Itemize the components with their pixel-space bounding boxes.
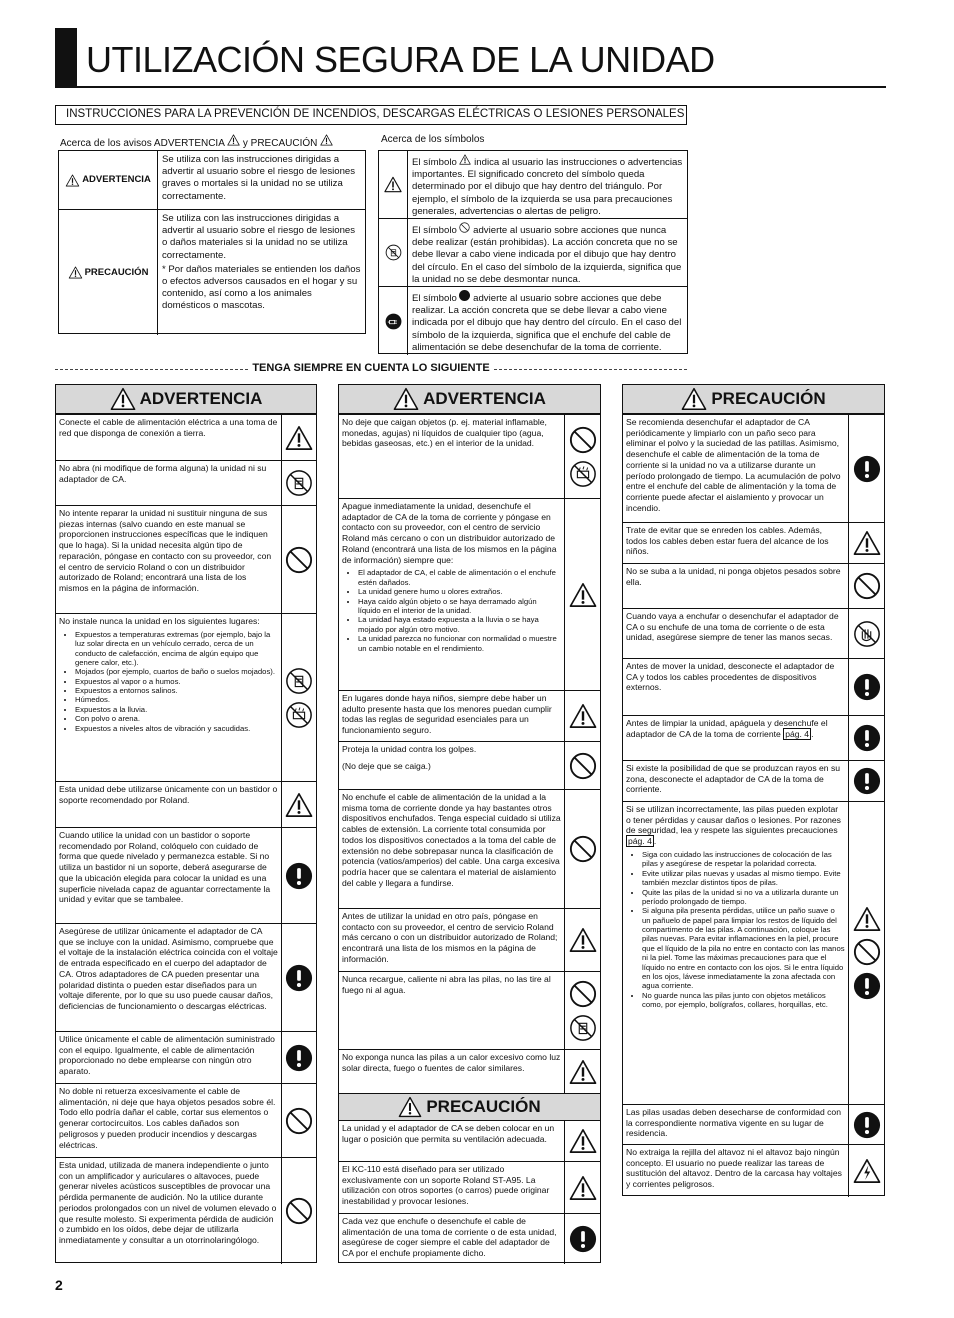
page-number: 2 [55, 1277, 63, 1293]
list-item: Trate de evitar que se enreden los cables. Además, todos los cables deben estar fuera del alcance de los niños. [623, 522, 884, 563]
list-item: Las pilas usadas deben desecharse de conformidad con la correspondiente normativa vigente en su lugar de residencia. [623, 1104, 884, 1144]
list-item: Utilice únicamente el cable de alimentación suministrado con el equipo. Igualmente, el cable de alimentación proporcionado no debe emplearse con ningún otro aparato. [56, 1031, 316, 1083]
list-item: Conecte el cable de alimentación eléctrica a una toma de red que disponga de conexión a tierra. [56, 414, 316, 460]
warning-column-1 [55, 384, 317, 1263]
warning-triangle-icon [569, 703, 597, 729]
mandatory-icon [853, 972, 881, 1000]
list-item: Cuando utilice la unidad con un bastidor o soporte recomendado por Roland, colóquelo con cuidado de forma que quede nivelado y permanezca estable. Si no utiliza un bastidor ni un soporte, deberá asegurarse de que la ubicación elegida para colocar la unidad es una superficie nivelada capaz de aguantar correctamente la unidad y evitar que se tambalee. [56, 827, 316, 923]
list-item: Nunca recargue, caliente ni abra las pilas, no las tire al fuego ni al agua. [339, 971, 600, 1049]
list-item: No abra (ni modifique de forma alguna) la unidad ni su adaptador de CA. [56, 460, 316, 505]
prohibited-icon [459, 222, 470, 233]
warning-triangle-icon [285, 425, 313, 451]
list-item: No se suba a la unidad, ni ponga objetos pesados sobre ella. [623, 563, 884, 608]
list-item: Esta unidad debe utilizarse únicamente con un bastidor o soporte recomendado por Roland. [56, 781, 316, 827]
electric-shock-icon [853, 1158, 881, 1184]
no-water-icon [569, 460, 597, 488]
no-wet-hands-icon [853, 620, 881, 648]
warning-triangle-icon [569, 1128, 597, 1154]
list-item: Antes de mover la unidad, desconecte el adaptador de CA y todos los cables procedentes de dispositivos externos. [623, 658, 884, 715]
mandatory-icon [285, 964, 313, 992]
page-reference-link[interactable]: pág. 4 [785, 728, 810, 739]
about-warnings-table [58, 150, 366, 334]
no-disassembly-icon [385, 244, 402, 261]
about-symbols-label: Acerca de los símbolos [381, 134, 485, 145]
mandatory-icon [853, 455, 881, 483]
table-row: El símbolo advierte al usuario sobre acciones que nunca debe realizar (están prohibidas). La acción concreta que no se debe llevar a cabo viene indicada por el dibujo que hay dentro del círculo. En el caso del símbolo de la izquierda, significa que la unidad no se debe desmontar nunca. [379, 219, 687, 287]
list-item: No intente reparar la unidad ni sustituir ninguna de sus piezas internas (salvo cuando en este manual se proporcionen instrucciones específicas que le indiquen que lo haga). Si la unidad necesita algún tipo de reparación, póngase en contacto con su proveedor, con el centro de servicio Roland o con un distribuidor autorizado de Roland; encontrará una lista de los mismos en la página de información. [56, 505, 316, 613]
warning-triangle-icon [569, 582, 597, 608]
no-disassembly-icon [285, 469, 313, 497]
list-item: Se recomienda desenchufar el adaptador de CA periódicamente y limpiarlo con un paño seco para eliminar el polvo y la suciedad de las patillas. Asimismo, desenchufe el cable de alimentación de la toma de corriente si la unidad no va a utilizarse durante un período prolongado de tiempo. La acumulación de polvo entre el enchufe del cable de alimentación y la toma de corriente puede afectar el aislamiento y provocar un incendio. [623, 414, 884, 522]
warning-triangle-icon [853, 530, 881, 556]
list-item: Proteja la unidad contra los golpes. (No deje que se caiga.) [339, 741, 600, 789]
list-item: No extraiga la rejilla del altavoz ni el altavoz bajo ningún concepto. El usuario no puede realizar las tareas de sustitución del altavoz. Dentro de la carcasa hay voltajes y corrientes peligrosos. [623, 1144, 884, 1197]
warning-triangle-icon [285, 792, 313, 818]
table-row [59, 210, 365, 335]
list-item: El KC-110 está diseñado para ser utilizado exclusivamente con un soporte Roland ST-A95. La utilización con otros soportes (o carros) puede originar inestabilidad y provocar lesiones. [339, 1161, 600, 1213]
warning-badge: ADVERTENCIA [65, 174, 151, 187]
caution-definition: Se utiliza con las instrucciones dirigidas a advertir al usuario sobre el riesgo de lesiones o daños materiales si la unidad no se utiliza correctamente. [162, 213, 356, 261]
warning-definition: Se utiliza con las instrucciones dirigidas a advertir al usuario sobre el riesgo de lesiones graves o mortales si la unidad no se utiliza correctamente. [162, 154, 356, 202]
prohibited-icon [853, 938, 881, 966]
list-item: Si existe la posibilidad de que se produzcan rayos en su zona, desconecte el adaptador de CA de la toma de corriente. [623, 760, 884, 801]
unplug-icon [385, 313, 402, 330]
prohibited-icon [285, 1107, 313, 1135]
mandatory-icon [285, 862, 313, 890]
section-header: PRECAUCIÓN [339, 1093, 600, 1121]
column-header: ADVERTENCIA [339, 385, 600, 414]
bullet-list: • Expuestos a temperaturas extremas (por ejemplo, bajo la luz solar directa en un vehículo cerrado, cerca de un conducto de calefacción, encima de algún equipo que genere calor, etc.). • Mojados (por ejemplo, cuartos de baño o suelos mojados). • Expuestos al vapor o a humos. • Expuestos a entornos salinos. • Húmedos. • Expuestos a la lluvia. • Con polvo o arena. • Expuestos a niveles altos de vibración y sacudidas. [75, 630, 278, 733]
warning-triangle-icon [569, 1059, 597, 1085]
warning-triangle-icon [853, 906, 881, 932]
column-header: ADVERTENCIA [56, 385, 316, 414]
list-item: Si se utilizan incorrectamente, las pilas pueden explotar o tener pérdidas y causar daños o lesiones. Por razones de seguridad, lea y respete las siguientes precauciones pág. 4 . • Siga con cuidado las instrucciones de colocación de las pilas y asegúrese de respetar la polaridad correcta. • Evite utilizar pilas nuevas y usadas al mismo tiempo. Evite también mezclar distintos tipos de pilas. • Quite las pilas de la unidad si no va a utilizarla durante un período prolongado de tiempo. • Si alguna pila presenta pérdidas, utilice un paño suave o un pañuelo de papel para limpiar los restos de líquido del compartimento de las pilas. A continuación, coloque las pilas nuevas. Para evitar inflamaciones en la piel, procure que el líquido de la pila no entre en contacto con las manos ni la piel. Tome las máximas precauciones para que el líquido no entre en contacto con los ojos. Si le entra líquido en los ojos, lávese inmediatamente la zona afectada con agua corriente. • No guarde nunca las pilas junto con objetos metálicos como, por ejemplo, bolígrafos, collares, horquillas, etc. [623, 801, 884, 1104]
list-item: No enchufe el cable de alimentación de la unidad a la misma toma de corriente donde ya hay bastantes otros dispositivos enchufados. Tenga especial cuidado si utiliza cables de extensión. La corriente total consumida por todos los dispositivos conectados a la toma del cable de extensión no debe sobrepasar nunca la clasificación de potencia (vatios/amperios) del cable. Una carga excesiva podría hacer que se calentara el material de aislamiento del cable y llegara a fundirse. [339, 789, 600, 908]
prohibited-icon [853, 572, 881, 600]
no-heat-icon [285, 667, 313, 695]
list-item: Apague inmediatamente la unidad, desenchufe el adaptador de CA de la toma de corriente y póngase en contacto con su proveedor, con el centro de servicio Roland más cercano o con un distribuidor autorizado de Roland (encontrará una lista de los mismos en la página de información) siempre que: • El adaptador de CA, el cable de alimentación o el enchufe estén dañados. • La unidad genere humo u olores extraños. • Haya caído algún objeto o se haya derramado algún líquido en el interior de la unidad. • La unidad haya estado expuesta a la lluvia o se haya mojado por algún otro motivo. • La unidad parezca no funcionar con normalidad o muestre un cambio notable en el rendimiento. [339, 498, 600, 690]
prohibited-icon [285, 1197, 313, 1225]
list-item: No doble ni retuerza excesivamente el cable de alimentación, ni deje que haya objetos pesados sobre él. Todo ello podría dañar el cable, cortar sus elementos o generar cortocircuitos. Los cables dañados son peligrosos y pueden producir incendios y descargas eléctricas. [56, 1083, 316, 1157]
always-follow-divider: TENGA SIEMPRE EN CUENTA LO SIGUIENTE [55, 362, 687, 376]
list-item: Asegúrese de utilizar únicamente el adaptador de CA que se incluye con la unidad. Asimismo, compruebe que el voltaje de la instalación eléctrica coincida con el voltaje de entrada especificado en el cuerpo del adaptador de CA. Otros adaptadores de CA pueden presentar una polaridad distinta o pueden estar diseñados para un voltaje diferente, por lo que su uso puede causar daños, deficiencias de funcionamiento o descargas eléctricas. [56, 923, 316, 1031]
mandatory-icon [853, 724, 881, 752]
warning-triangle-icon [681, 387, 707, 411]
mandatory-icon [853, 767, 881, 795]
list-item: Cuando vaya a enchufar o desenchufar el adaptador de CA o su enchufe de una toma de corriente o de esta unidad, asegúrese siempre de tener las manos secas. [623, 608, 884, 658]
caution-note: * Por daños materiales se entienden los daños o efectos adversos causados en el hogar y su contenido, así como a los animales domésticos o mascotas. [162, 263, 361, 312]
warning-triangle-icon [398, 1096, 422, 1118]
mandatory-icon [569, 1225, 597, 1253]
warning-triangle-icon [65, 174, 80, 187]
table-row [59, 151, 365, 210]
page-title: UTILIZACIÓN SEGURA DE LA UNIDAD [86, 39, 715, 80]
title-bar-accent [55, 28, 77, 86]
list-item: No instale nunca la unidad en los siguientes lugares: • Expuestos a temperaturas extremas (por ejemplo, bajo la luz solar directa en un vehículo cerrado, cerca de un conducto de calefacción, encima de algún equipo que genere calor, etc.). • Mojados (por ejemplo, cuartos de baño o suelos mojados). • Expuestos al vapor o a humos. • Expuestos a entornos salinos. • Húmedos. • Expuestos a la lluvia. • Con polvo o arena. • Expuestos a niveles altos de vibración y sacudidas. [56, 613, 316, 781]
mandatory-dot-icon [459, 290, 470, 301]
warning-triangle-icon [227, 134, 240, 146]
warning-triangle-icon [384, 176, 402, 193]
list-item: La unidad y el adaptador de CA se deben colocar en un lugar o posición que permita su ventilación adecuada. [339, 1121, 600, 1161]
no-disassembly-icon [569, 1014, 597, 1042]
table-row: El símbolo indica al usuario las instrucciones o advertencias importantes. El significado concreto del símbolo queda determinado por el dibujo que hay dentro del triángulo. Por ejemplo, el símbolo de la izquierda se usa para precauciones generales, advertencias o alertas de peligro. [379, 151, 687, 219]
title-underline [55, 86, 886, 88]
caution-badge: PRECAUCIÓN [68, 266, 149, 279]
warning-triangle-icon [569, 1175, 597, 1201]
warning-column-2 [338, 384, 601, 1263]
no-water-icon [285, 701, 313, 729]
about-warnings-label: Acerca de los avisos ADVERTENCIA y PRECAUCIÓN [60, 134, 333, 150]
prohibited-icon [569, 980, 597, 1008]
list-item: Esta unidad, utilizada de manera independiente o junto con un amplificador y auriculares o altavoces, puede generar niveles acústicos susceptibles de provocar una pérdida permanente de audición. No la utilice durante periodos prolongados con un nivel de volumen elevado o que resulte molesto. Si experimenta pérdida de audición o zumbido en los oídos, debe dejar de utilizarla inmediatamente y consultar a un otorrinolaringólogo. [56, 1157, 316, 1264]
table-row: El símbolo advierte al usuario sobre acciones que debe realizar. La acción concreta que se debe llevar a cabo viene indicada por el dibujo que hay dentro del círculo. En el caso del símbolo de la izquierda, significa que el enchufe del cable de alimentación se debe desenchufar de la toma de corriente. [379, 287, 687, 355]
prohibited-icon [285, 546, 313, 574]
mandatory-icon [853, 673, 881, 701]
list-item: Antes de limpiar la unidad, apáguela y desenchufe el adaptador de CA de la toma de corriente pág. 4 . [623, 715, 884, 760]
triangle-icon [459, 154, 471, 165]
prohibited-icon [569, 752, 597, 780]
page-reference-link[interactable]: pág. 4 [628, 836, 652, 847]
warning-triangle-icon [393, 387, 419, 411]
list-item: Antes de utilizar la unidad en otro país, póngase en contacto con su proveedor, el centro de servicio Roland más cercano o con un distribuidor autorizado de Roland; encontrará una lista de los mismos en la página de información. [339, 908, 600, 971]
list-item: En lugares donde haya niños, siempre debe haber un adulto presente hasta que los menores puedan cumplir todas las reglas de seguridad esenciales para un funcionamiento seguro. [339, 690, 600, 741]
mandatory-icon [285, 1044, 313, 1072]
list-item: No exponga nunca las pilas a un calor excesivo como luz solar directa, fuego o fuentes de calor similares. [339, 1049, 600, 1093]
prohibited-icon [569, 835, 597, 863]
warning-triangle-icon [110, 387, 136, 411]
bullet-list: • El adaptador de CA, el cable de alimentación o el enchufe estén dañados. • La unidad genere humo u olores extraños. • Haya caído algún objeto o se haya derramado algún líquido en el interior de la unidad. • La unidad haya estado expuesta a la lluvia o se haya mojado por algún otro motivo. • La unidad parezca no funcionar con normalidad o muestre un cambio notable en el rendimiento. [358, 568, 561, 653]
instructions-header: INSTRUCCIONES PARA LA PREVENCIÓN DE INCENDIOS, DESCARGAS ELÉCTRICAS O LESIONES PERSONALES [55, 105, 687, 125]
warning-triangle-icon [320, 134, 333, 146]
warning-triangle-icon [569, 927, 597, 953]
mandatory-icon [853, 1111, 881, 1139]
bullet-list: • Siga con cuidado las instrucciones de colocación de las pilas y asegúrese de respetar la polaridad correcta. • Evite utilizar pilas nuevas y usadas al mismo tiempo. Evite también mezclar distintos tipos de pilas. • Quite las pilas de la unidad si no va a utilizarla durante un período prolongado de tiempo. • Si alguna pila presenta pérdidas, utilice un paño suave o un pañuelo de papel para limpiar los restos de líquido del compartimento de las pilas. A continuación, coloque las pilas nuevas. Para evitar inflamaciones en la piel, procure que el líquido de la pila no entre en contacto con las manos ni la piel. Tome las máximas precauciones para que el líquido no entre en contacto con los ojos. Si le entra líquido en los ojos, lávese inmediatamente la zona afectada con agua corriente. • No guarde nunca las pilas junto con objetos metálicos como, por ejemplo, bolígrafos, collares, horquillas, etc. [642, 850, 845, 1010]
prohibited-icon [569, 426, 597, 454]
caution-column [622, 384, 885, 1196]
about-symbols-table [378, 150, 688, 354]
list-item: No deje que caigan objetos (p. ej. material inflamable, monedas, agujas) ni líquidos de cualquier tipo (agua, bebidas gaseosas, etc.) en el interior de la unidad. [339, 414, 600, 498]
list-item: Cada vez que enchufe o desenchufe el cable de alimentación de una toma de corriente o de esta unidad, asegúrese de coger siempre el cable del adaptador de CA por el enchufe propiamente dicho. [339, 1213, 600, 1264]
column-header: PRECAUCIÓN [623, 385, 884, 414]
warning-triangle-icon [68, 266, 83, 279]
